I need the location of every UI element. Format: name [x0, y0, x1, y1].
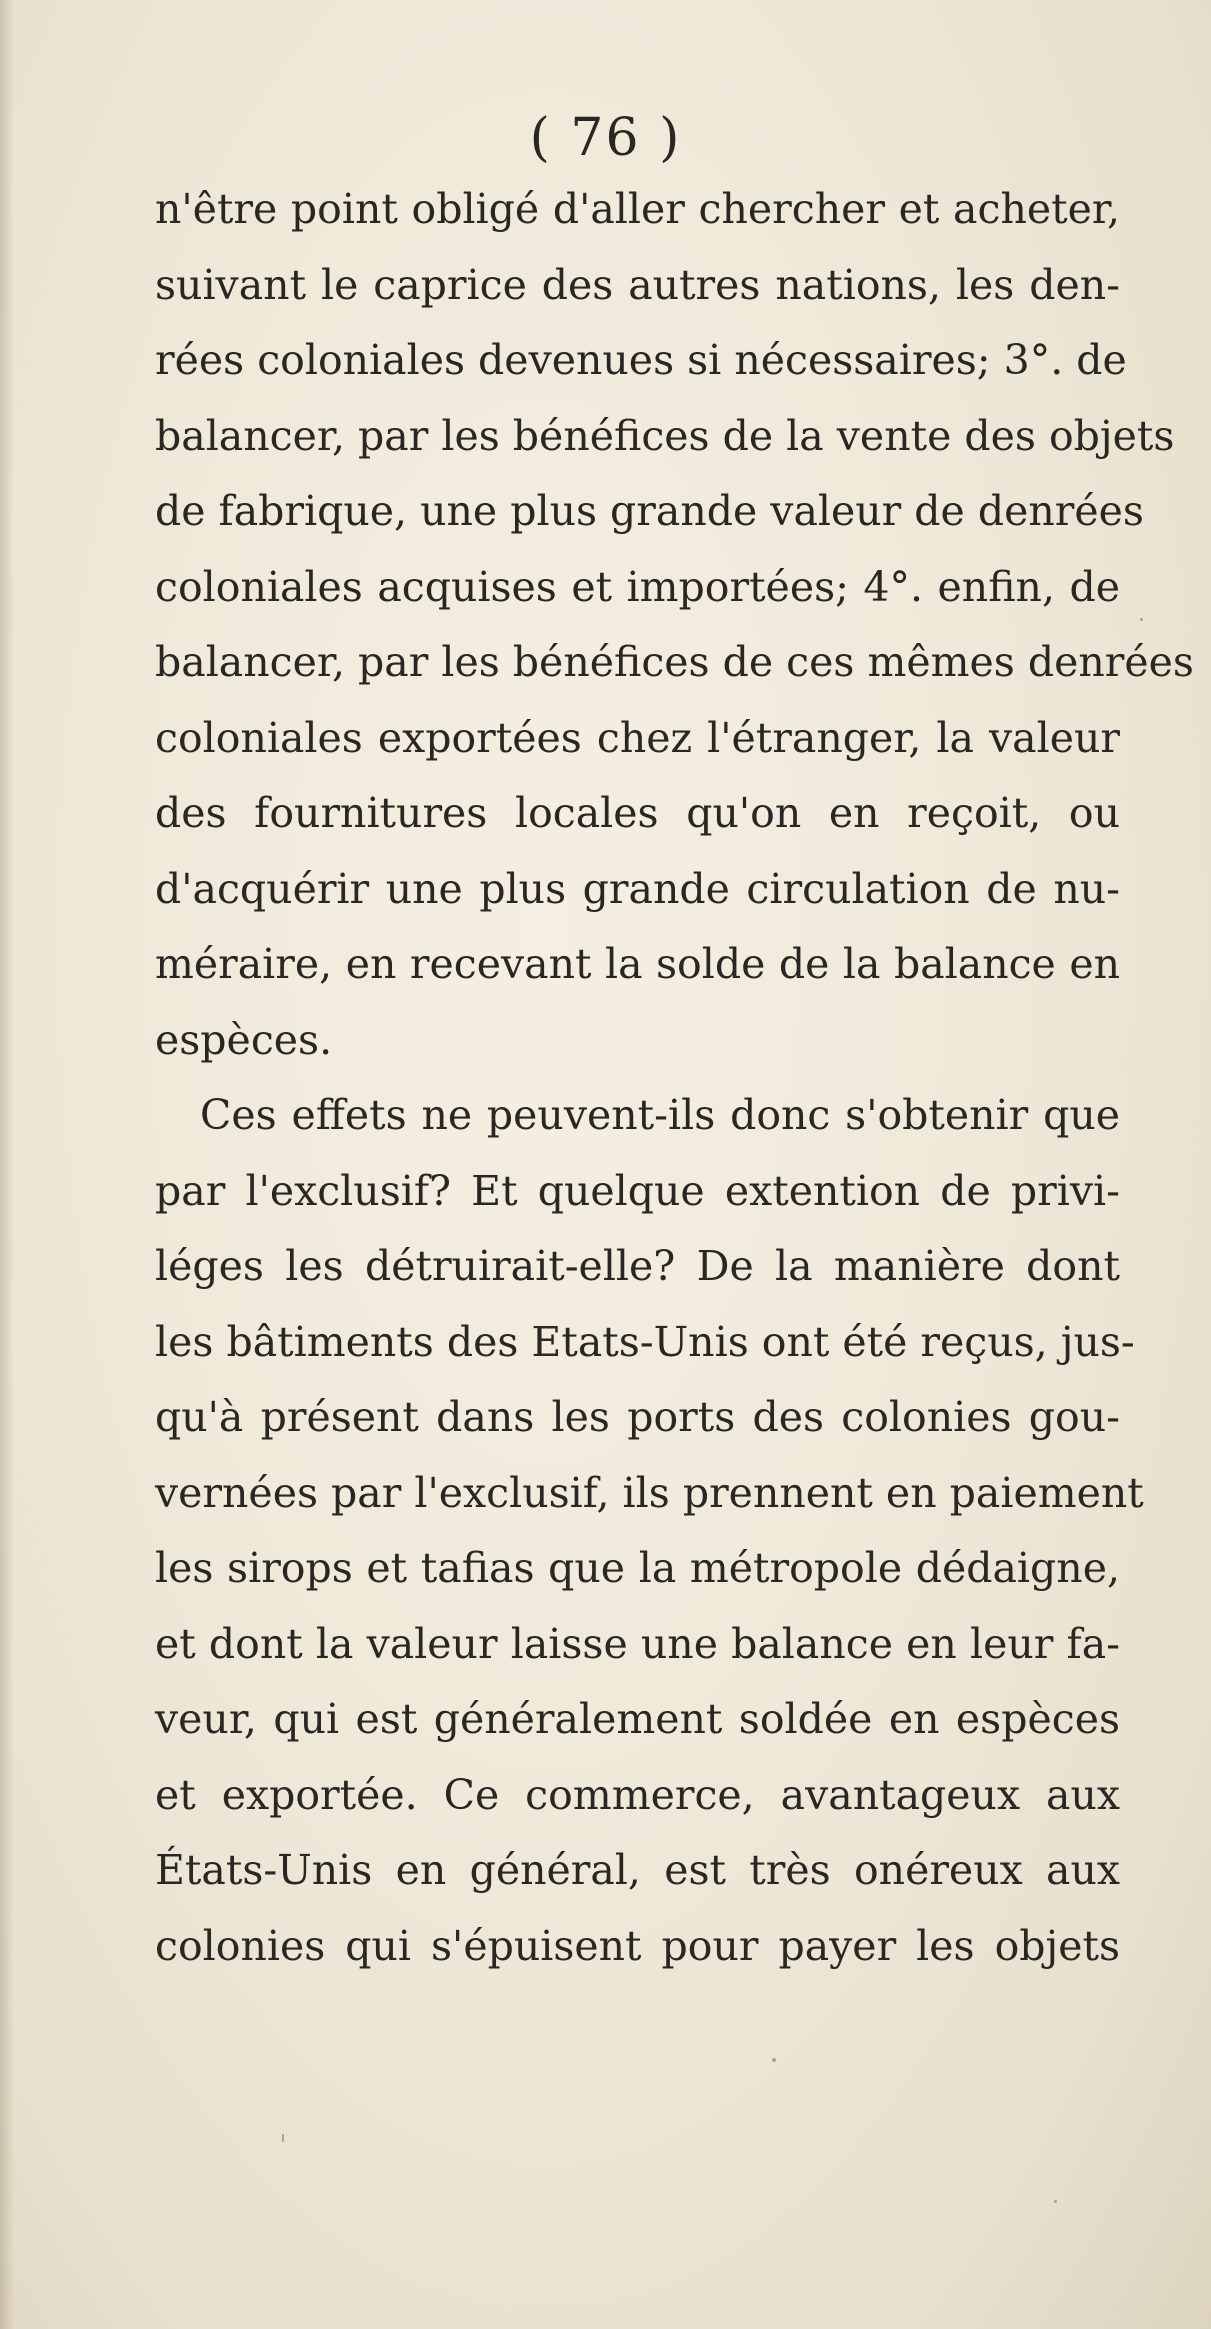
text-line: par l'exclusif? Et quelque extention de privi-: [155, 1166, 1120, 1215]
text-line: de fabrique, une plus grande valeur de denrées: [155, 487, 1144, 535]
text-line: et exportée. Ce commerce, avantageux aux: [155, 1770, 1120, 1819]
page-number: ( 76 ): [529, 108, 682, 168]
text-line: méraire, en recevant la solde de la balance en: [155, 940, 1120, 988]
text-line: rées coloniales devenues si nécessaires; 3°. de: [155, 336, 1127, 384]
text-line: et dont la valeur laisse une balance en leur fa-: [155, 1619, 1120, 1668]
paper-speck: [282, 2134, 284, 2142]
text-line: d'acquérir une plus grande circulation de nu-: [155, 864, 1120, 913]
text-line: États-Unis en général, est très onéreux aux: [155, 1846, 1120, 1894]
text-line: espèces.: [155, 1015, 333, 1064]
paper-speck: [1140, 618, 1143, 621]
text-line: les sirops et tafias que la métropole dédaigne,: [155, 1544, 1120, 1592]
text-line: léges les détruirait-elle? De la manière dont: [155, 1242, 1120, 1290]
text-line: colonies qui s'épuisent pour payer les objets: [155, 1921, 1120, 1970]
text-line: coloniales acquises et importées; 4°. enfin, de: [155, 562, 1120, 611]
text-line: coloniales exportées chez l'étranger, la valeur: [155, 713, 1120, 762]
text-line: suivant le caprice des autres nations, les den-: [155, 260, 1120, 309]
page-edge-shadow: [0, 0, 14, 2329]
text-line: Ces effets ne peuvent-ils donc s'obtenir que: [200, 1091, 1120, 1139]
text-line: veur, qui est généralement soldée en espèces: [155, 1695, 1120, 1743]
body-text: [155, 172, 1194, 1984]
text-line: qu'à présent dans les ports des colonies gou-: [155, 1393, 1120, 1441]
paper-speck: [1054, 2200, 1057, 2203]
paper-speck: [772, 2058, 776, 2062]
text-line: balancer, par les bénéfices de la vente des objets: [155, 411, 1175, 460]
text-line: les bâtiments des Etats-Unis ont été reçus, jus-: [155, 1317, 1135, 1366]
text-line: n'être point obligé d'aller chercher et acheter,: [155, 185, 1120, 233]
text-line: balancer, par les bénéfices de ces mêmes denrées: [155, 638, 1194, 686]
text-line: des fournitures locales qu'on en reçoit, ou: [155, 789, 1120, 837]
text-line: vernées par l'exclusif, ils prennent en paiement: [155, 1468, 1144, 1517]
